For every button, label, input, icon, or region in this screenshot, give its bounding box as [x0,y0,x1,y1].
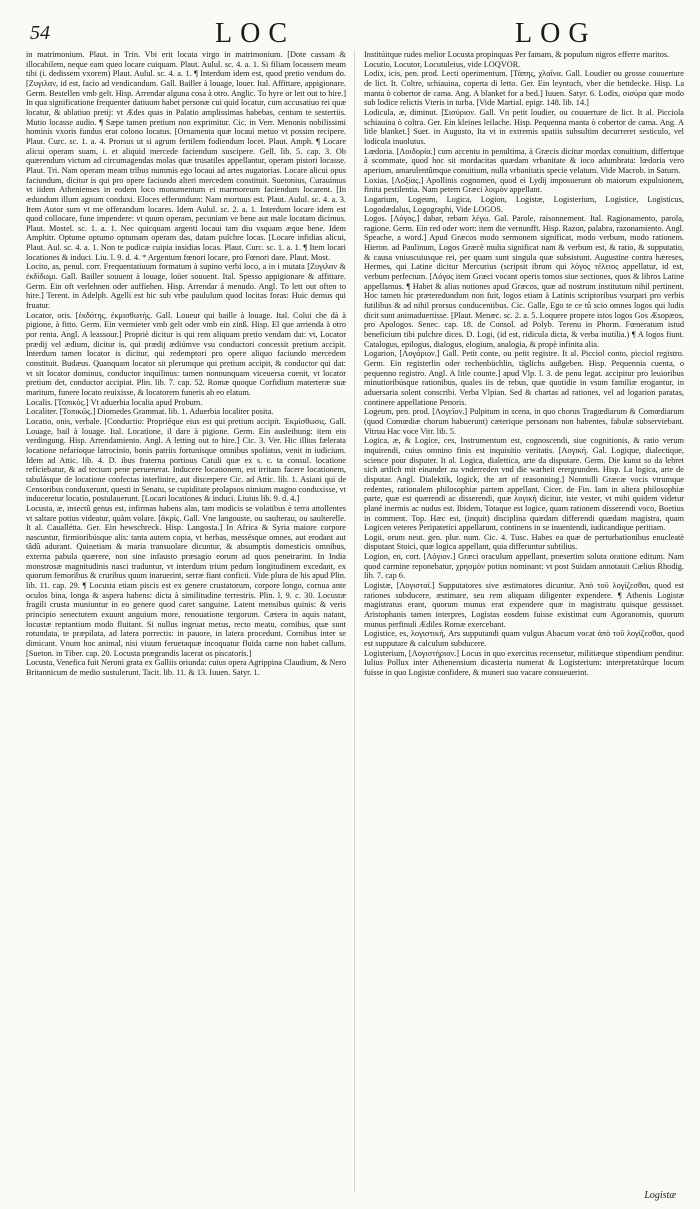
dictionary-entry: in matrimonium. Plaut. in Trin. Vbi erit locata virgo in matrimonium. [Dote cassam & illocabilem, neque eam queo locare cuiquam. Plaut. Aulul. sc. 4. a. 1. Si filiam locassem meam tibi (i. dedissem vxorem) Plaut. Aulul. sc. 4. a. 1. ¶ Interdum idem est, quod pretio vendum do. [Ζυγιλαν, id est, facio ad vendicandum. Gall. Bailler à louage, louer. Ital. Affittare, appigionare. Germ. Bestellen vmb gelt. Hisp. Arrendar alguna cosa à otro. Anglic. To hyre or lett out to hire.] In qua significatione frequenter datiuum habet personæ cui quid locatur, cum accusatiuo rei quæ locatur, & ablatiuo pretij: vt Ædes quas in Palatio amplissimas habebas, centum te sestertiis. Mutio locasse audio. ¶ Sæpe tamen pretium non exprimitur. Cic. in Verr. Menonis nobilissimi hominis vxoris fundus erat colono locatus. [Ornamenta quæ locaui metuo vt possim recipere. Plaut. Curc. sc. 1. a. 4. Prorsus ut si agrum fertilem fodiendum locet. Plaut. Amph. ¶ Locare alicui operam suam, i. et aliquid mercede faciendum suscipere. Gell. lib. 5. cap. 3. Ob quærendum victum ad circumagendas molas quæ trusatiles appellantur, operam pistori locasse. Plaut. Tri. Nam operam meam tribus nummis ego locaui ad artes nugatorias. Locare alicui opus faciundum, dicitur is qui pro opere faciundo alteri mercedem constituit. Suetonius, Curauimus vt iidem Athenienses in eodem loco monumentum ei marmoreum faciendum locarent. [In ædundum illum agnum conduxi. Eloces efferundum: Nam mortuus est. Plaut. Aulul. sc. 4. a. 3. Item Autor sum vt me offerandum locares. Idem Aulul. sc. 2. a. 1. Interdum locare idem est quod collocare, fune impendere: vt quum operam, pecuniam ve bene aut male locatam dicimus. Plaut. Mostel. sc. 1. a. 1. Nec quicquam argenti locaui tam diu vsquam æque bene. Idem Amphitr. Optume optumo optumam operam das, datam pulchre locas. [Locare infidias alicui, Plaut. Aul. sc. 4. a. 1. Non te pudicæ cuipia insidias locas. Plaut. Curc. sc. 1. a. 1. ¶ Item locari locationes & induci. Liu. l. 9. d. 4. * Argentum fœnori locare, pro Fœnori dare. Plaut. Most. [26,50,346,262]
dictionary-entry: Locusta, Venefica fuit Neroni grata ex Galliis oriunda: cuius opera Agrippina Claudium, & Nero Britannicum de medio sustulerunt. Tacit. lib. 11. & 13. Iuuen. Satyr. 1. [26,658,346,677]
dictionary-entry: Logica, æ, & Logice, ces, Instrumentum est, cognoscendi, siue cognitionis, & ratio verum inquirendi, cuius omnino finis est inquisitio veritatis. [Λογική. Gal. Logique, dialectique, science pour disputer. It al. Logica, dialettica, arte da disputare. Germ. Die kunst so da lehret sich artlich mit einander zu vnderreden vnd die warheit erergrunden. Hisp. La logica, arte de disputar. Angl. Dialektik, logick, the art of reasonning.] Nonnulli Græcæ vocis vtrumque redentes, rationalem philosophiæ partem appellant. Cicer. de Fin. Iam in altera philosophiæ parte, quæ est quærendi ac disserendi, quæ λογική dicitur, iste vester, vt mihi quidem videtur plané inermis ac nudus est. Ibidem, Totaque est logice, quam rationem disserendi voco, Boetius in comment. Top. Hæc est, (inquit) disciplina quædam differendi quædam magistra, quam Logicen veteres Peripatetici appellarunt, continens in se inueniendi, iudicandique peritiam. [364,436,684,533]
catchword: Logistæ [644,1190,676,1201]
dictionary-entry: Logistæ, [Λογισταί.] Supputatores sive æstimatores dicuntur. Ἀπὸ τοῦ λογίζεσθαι, quod est rationes subducere, æstimare, seu rem aliquam diligenter expendere. ¶ Athenis Logistæ magistratus erant, quorum munus erat expendere quæ in magistratu quisque gessisset. Aristophanis tamen interpres, Logistas eosdem fuisse existimat cum Agoranomis, quorum munus perfinuli Ædiles Romæ exercebant. [364,581,684,629]
dictionary-entry: Lodix, icis, pen. prod. Lecti operimentum. [Τάπης, χλαῖνα. Gall. Loudier ou grosse couuerture de lict. It. Coltre, schiauina, coperta di letto. Ger. Ein leyntuch, vber die bettdecke. Hisp. La manta ò cobertor de cama. Ang. A blanket for a bed.] Iuuen. Satyr. 6. Lodix, σισύρα quæ modo sub lodice relictis Vteris in turba. [Vide Martial. epigr. 148. lib. 14.] [364,69,684,108]
right-column [364,50,684,1192]
dictionary-entry: Logeum, pen. prod. [Λογεῖον.] Pulpitum in scena, in quo chorus Tragœdiarum & Comœdiarum (quod Comœdiæ chorum habuerunt) cæterique personam non habentes, fabulæ subserviebant. Vitruu Hac voce Vitr. lib. 5. [364,407,684,436]
page-number: 54 [30,22,50,44]
dictionary-entry: Locator, oris. [ἐκδότης, ἐκμισθωτής. Gall. Loueur qui baille à louage. Ital. Colui che dà à pigione, à fitto. Germ. Ein vermieter vmb gelt oder vmb ein zinß. Hisp. El que arrienda à otro por renta. Angl. A leassour.] Propriè dicitur is qui rem aliquam pretio vendam dat: vt, Locator prædij vel ædium, dicitur is, qui prædij ædiúmve vsu conductori concessit pretium accipit. Interdum tamen locator is dicitur, qui redemptori pro opere aliquo faciundo mercedem constituit. Budæus. Quanquam locator sit plerumque qui pretium accipit, & conductor qui dat: vt sit locator dominus, conductor inquilinus: tamen nonnunquam viceuersa cuenit, vt locator pretium det, conductor accipiat. Plin. lib. 7. cap. 52. Romæ quoque Corfidium materteræ suæ maritum, funere locato reuixisse, & locatorem funeris ab eo elatum. [26,310,346,397]
page-header [0,18,700,50]
dictionary-entry: Logos. [Λόγος.] dabar, rebam λέγω. Gal. Parole, raisonnement. Ital. Ragionamento, parola, ragione. Germ. Ein red oder wort: item die vernunfft. Hisp. Razon, palabra, razonamiento. Angl. Speache, a word.] Apud Græcos modo sermonem significat, modo verbum, modo rationem. Hieron. ad Paulinum, Logos Græcè multa significat nam & verbum est, & ratio, & supputatio, & causa vniuscuiusque rei, per quam sunt singula quæ subsistunt. Augustine contra hæreses, Hermes, qui Latine dicitur Mercurius (scripsit ibrum qui λόγος τέλειος appellatur, id est, verbum perfectum. [Λόγος item Græci vocant operis tomos siue sectiones, quos & libros Latine appellamus. ¶ Habet & alias notiones apud Græcos, quæ ad nostrum institutum nihil pertinent. Hoc tamen hic præteredundum non fuit, logos etiam à Latinis scriptoribus vsurpari pro verbis futilibus & ad nihil prorsus conducentibus. Cic. Galle, Ego te ce tû scio omnes logos qui ludis dicit sunt animaduertisse. [Plaut. Menæc. sc. 2. a. 5. Loquere propere istos logos Gos Æsopæos, pro Apologos. Senec. cap. 18. de Consol. ad Polyb. Terenu in Phorm. Fœneratum istud beneficium tibi pulchre dices. D. Logi, (id est, ridicula dicta, & verba inutilia.) ¶ A logos fiunt. Catalogus, epilogus, dialogus, elogium, analogia, & propè infinita alia. [364,214,684,349]
dictionary-entry: Logarion, [Λογάριον.] Gall. Petit conte, ou petit registre. It al. Picciol conto, picciol registro. Germ. Ein registerlin oder rechenbüchlin, täglichs außgeben. Hisp. Pequennia cuenta, o pequenno registro. Angl. A litle counte.] apud Vlp. l. 3. de penu legat. accipitur pro leuioribus minutioribúsque rationibus, quales iis de rebus, quæ quotidie in vsum familiæ erogantur, in aduersaria solent conscribi. Verba Vlpian. Sed & chartas ad rationes, vel ad logarion paratas, continere appellatione Penoris. [364,349,684,407]
dictionary-entry: Logarium, Logeum, Logica, Logion, Logistæ, Logisterium, Logistice, Logisticus, Logodædalus, Logographi, Vide LOGOS. [364,194,684,214]
text-columns [26,50,684,1192]
dictionary-entry: Lœdoria. [Λοιδορία.] cum accentu in penultima, à Græcis dicitur mordax conuitium, differtque à scommate, quod hoc sit mordacitas quædam vrbanitate & ioco adumbrata: lœdoria vero aperium, amarulentûmque conuitium, nulla vrbanitatis specie velatum. Vide Macrob. in Saturn. [364,146,684,175]
dictionary-entry: Localiter. [Τοπικῶς.] Diomedes Grammat. lib. 1. Aduerbia localiter posita. [26,407,274,417]
left-column [26,50,346,1192]
dictionary-entry: Loxias. [Λοξίας.] Apollinis cognomen, quod ei Lydij imposuerunt ob maiorum expulsionem, finita pestilentia. Nam petem Græci λοιμὸν appellant. [364,175,684,195]
running-head-left: LOC [215,18,295,49]
dictionary-entry: Locito, as, penul. corr. Frequentatiuum formatum à supino verbi loco, a in i mutata [Ζυγιλαν & ἐκδίδωμι. Gall. Bailler souuent à louage, loüer souuent. Ital. Spesso appigionare & affittare. Germ. Ein oft verlehnen oder auffiehen. Hisp. Arrendar á menudo. Angl. To lett out often to hire.] Terent. in Adelph. Agelli est hic sub vrbe paululum quod locitas foras: Huic demus qui fruatur. [26,262,346,311]
dictionary-entry: Locusta, æ, insectû genus est, infirmas habens alas, tam modicis se volatibus è terra attollentes vt saltare potius videatur, quàm volare. [ἀκρίς. Gall. Vne langouste, ou saulterau, ou saulterelle. It al. Cauallétta. Ger. Ein hewschreck. Hisp. Langosta.] In Africa & Syria maiore corpore nascuntur, firmioribúsque alis: tanta autem copia, vt herbas, messésque omnes, aut erodant aut tâdû adurant. Quinetiam & maria transuolare dicuntur, & absumptis domesticis omnibus, externa pabula quærere, non sine infausto præsagio eorum ad quos penetrarint. In India monstrosæ magnitudinis nasci traduntur, vt interdum trium pedum longitudinem excedant, ex quorum femoribus & cruribus quum inaruerint, serræ fiant conficii. Vide plura de his apud Plin. lib. 11. cap. 29. ¶ Locusta etiam piscis est ex genere crustatorum, corpore longo, cornua ante oculos bina, longa & aspera habens: dicta à similitudine terrestris. Plin. l. 9. c. 30. Locustæ fragili crusta muniuntur in eo genere quod caret sanguine. Latent mensibus quinis: & veris principio senectutem exuunt anguium more, renouatione tergorum. Cætera in aquis natant, locustæ reptantium modo fluitant. Si nullus ingruat metus, recto meatu, cornibus, quæ sunt rotundata, te præpilata, ad latera porrectis: in pauore, in latera procedunt. Cornibus inter se dimicant. Vnum hoc animal, nisi viuum feruetaquæ incoquatur fluida carne non habet callum. [Sueton. in Tiber. cap. 20. Locusta prægrandis lacerat os piscatoris.] [26,503,346,658]
column-divider [354,50,355,1192]
dictionary-entry: Localis. [Τοπικός.] Vt aduerbia localia apud Probum. [26,397,203,407]
dictionary-entry: Logii, orum neut. gen. plur. num. Cic. 4. Tusc. Habes ea quæ de perturbationibus enucleatè disputant Stoici, quæ logica appellant, quia differuntur subtilius. [364,532,684,552]
dictionary-entry: Institúitque rudes melior Locusta propinquas Per famam, & populum nigros efferre maritos. [364,50,670,59]
dictionary-entry: Logisterium, [Λογιστήριον.] Locus in quo exercitus recensetur, militiæque stipendium penditur. Iulius Pollux inter Athenensium dicasteria numerat & Logisterium: interpretatúrque locum fuisse in quo Logistæ confidere, & muneri suo vacare consueuerint. [364,648,684,677]
dictionary-entry: Logion, en, cort. [Λόγιον.] Græci oraculum appellant, præsertim soluta oratione editum. Nam quod carmine reponebatur, χρησμὸν potius nominant: vt post Suidam annotauit Cælius Rhodig. lib. 7. cap 6. [364,552,684,581]
running-head-right: LOG [515,18,597,49]
dictionary-entry: Logistice, es, λογιστική, Ars supputandi quam vulgus Abacum vocat ἀπὸ τοῦ λογίζεσθαι, quod est supputare & calculum subducere. [364,629,684,649]
dictionary-entry: Locutio, Locutor, Locutuleius, vide LOQVOR. [364,59,521,69]
dictionary-entry: Lodicula, æ, diminut. [Σισύριον. Gall. Vn petit loudier, ou couuerture de lict. It al. Picciola schiauina ò coltra. Ger. Ein kleines leilache. Hisp. Pequenna manta ò cobertor de cama. Ang. A litle blanket.] Suet. in Augusto, Ita vt in extremis spatiis subsultim decurreret sesticulo, vel lodicula inuolutus. [364,107,684,146]
dictionary-entry: Locatio, onis, verbale. [Conductio: Propriéque eius est qui pretium accipit. Ἐκμίσθωσις. Gall. Louage, bail à louage. Ital. Locatione, il dare à pigione. Germ. Ein ausleihung: item ein verdingung. Hisp. Arrendamiento. Angl. A letting out to hire.] Cic. 3. Ver. Hic illius fælerata locatione nefarioque latrocinio, bonis patriis fortunisque omnibus spoliatus, venit in iudicium. Idem ad Attic. lib. 4. D. ibus fraterna portious Catuli quæ ex s. c. ta consul. locatione reficiebatur, & ad tectum pene peruenerat. Inducere locationem, est irritam facere locationem, tabulásque de locatione confectas interlinire, aut discerpere Cic. ad Attic. lib. 1. Asiani qui de Censoribus conduxerunt, questi in Senatu, se cupiditate prolapsos nimium magno conduxisse, vt induceretur locatio, postulauerunt. [Locari locationes & induci. Liuius lib. 9. d. 4.] [26,416,346,504]
